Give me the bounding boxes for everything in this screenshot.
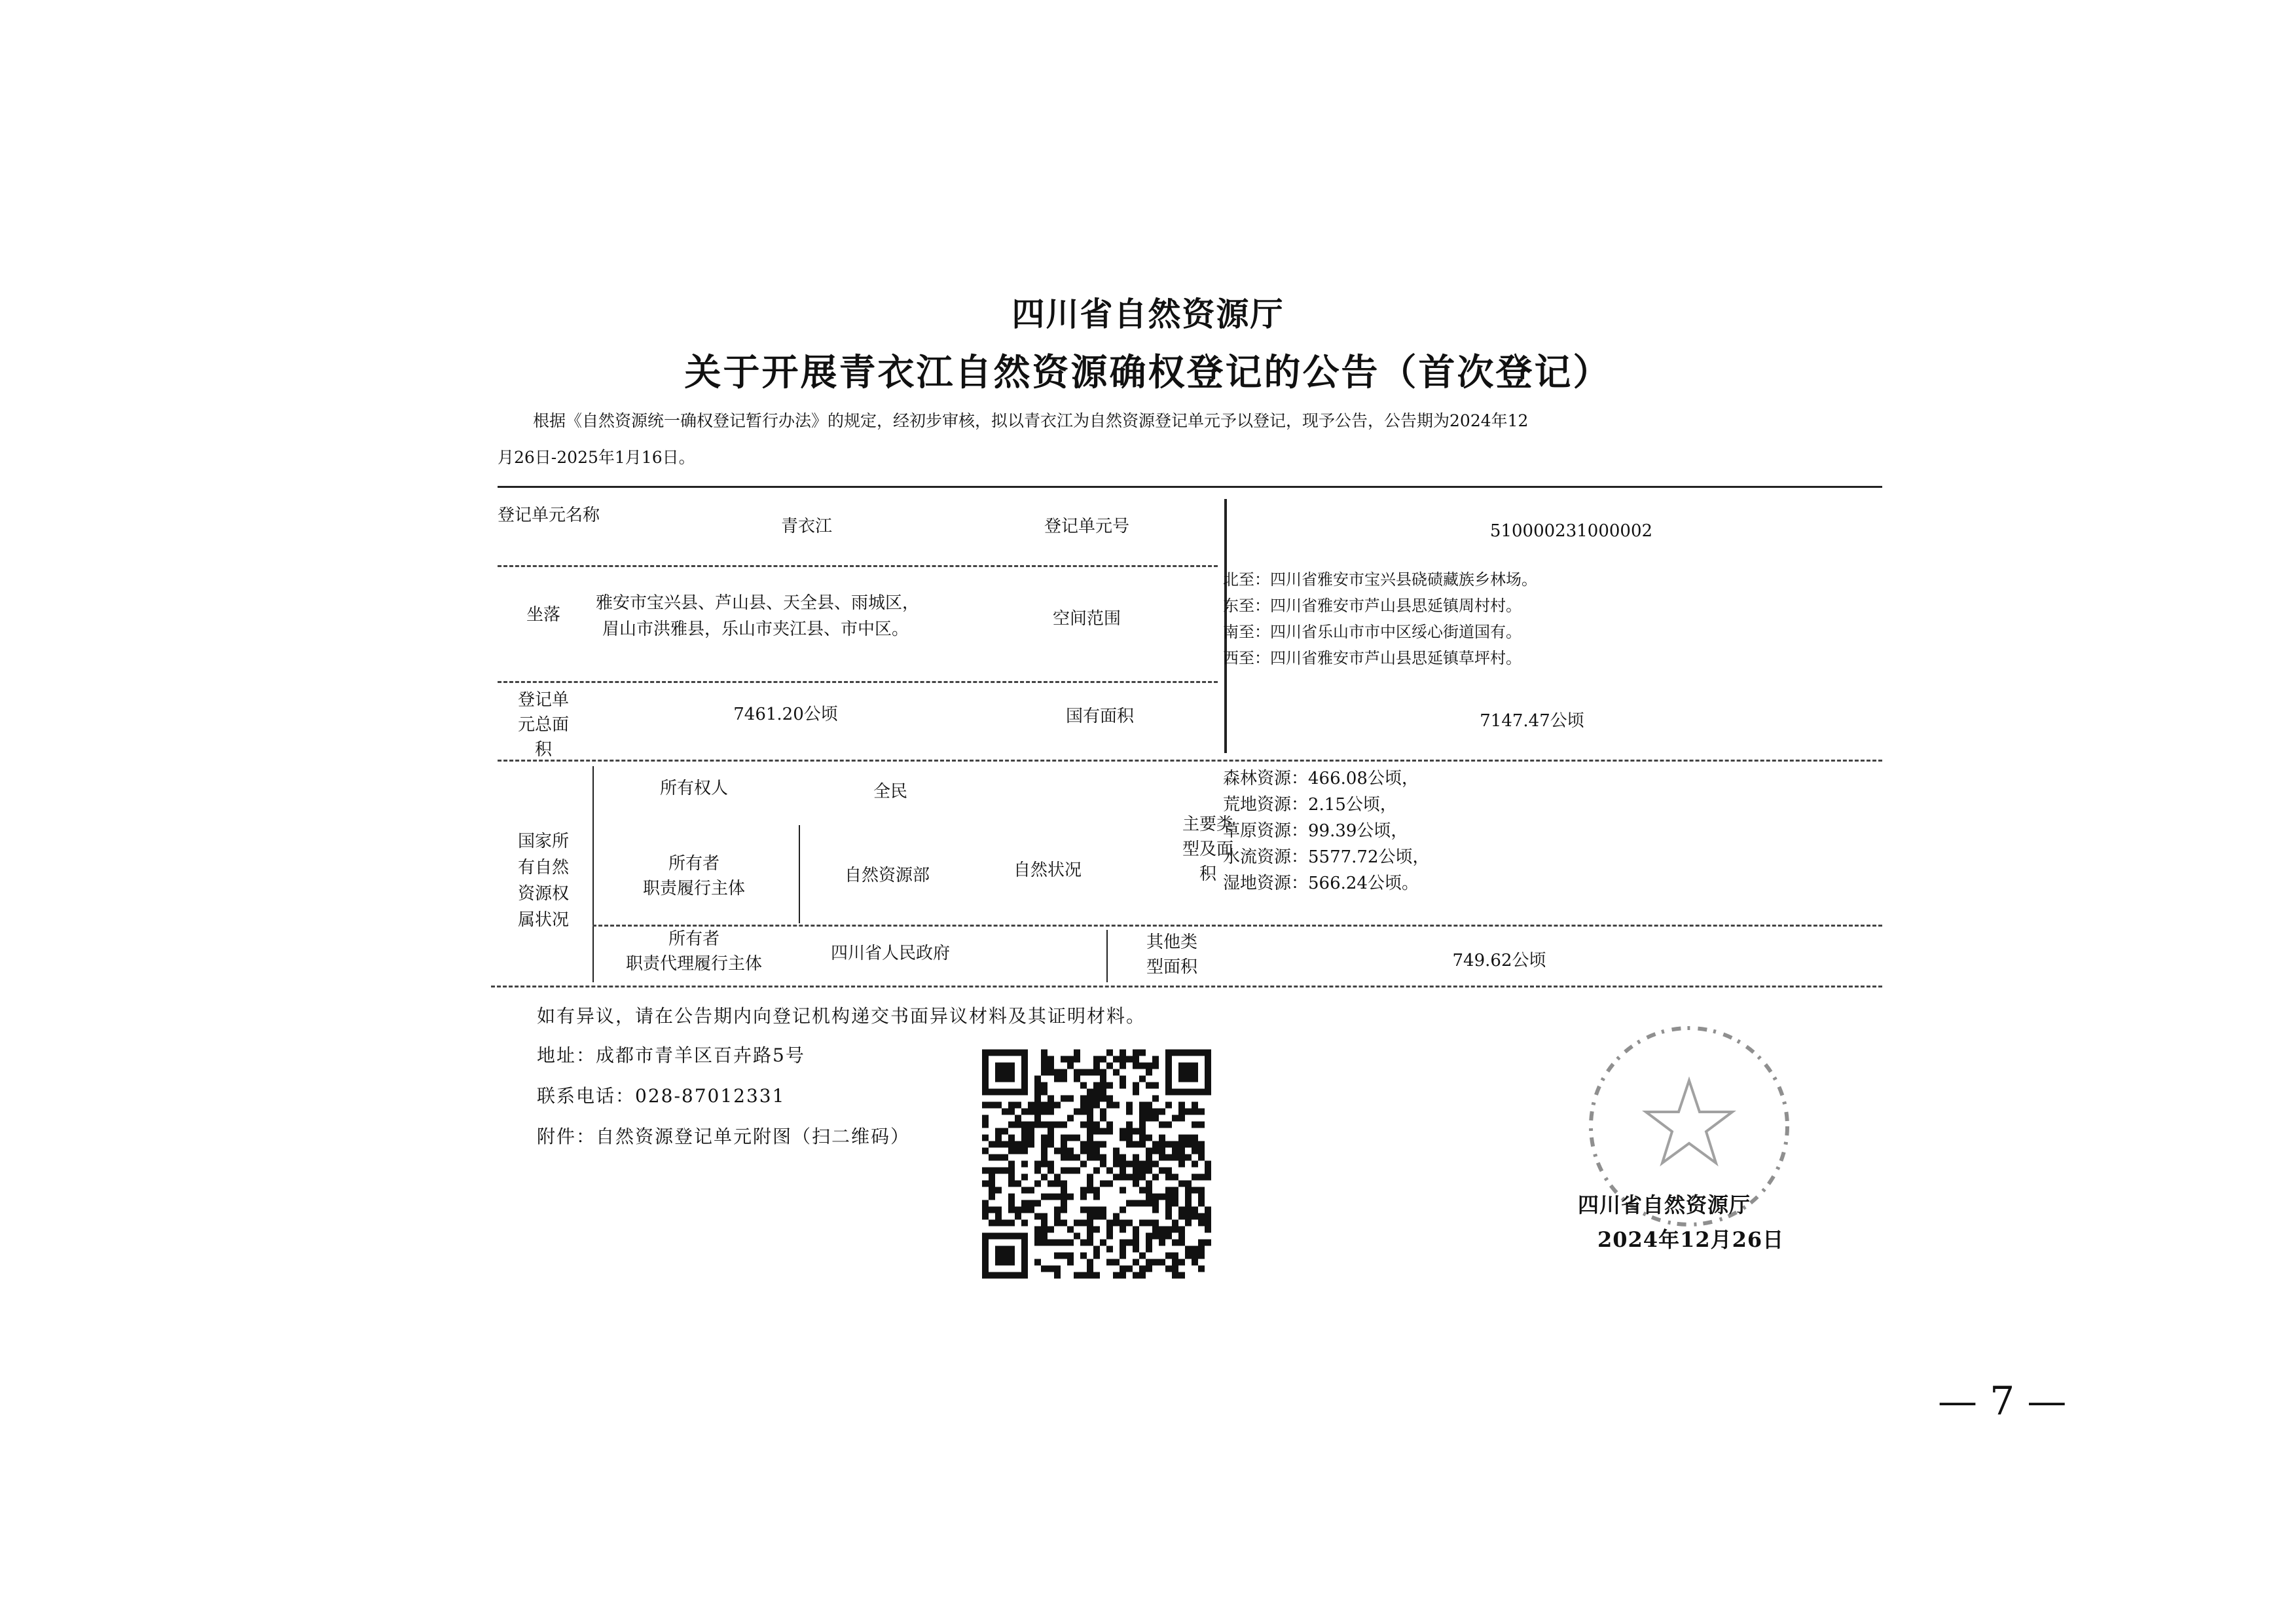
total-area-label: 登记单元总面积 [517, 690, 569, 760]
seal-date: 2024年12月26日 [1597, 1227, 1785, 1252]
table-top-border [498, 486, 1882, 488]
grassland-resource: 草原资源：99.39公顷， [1223, 821, 1408, 841]
ownership-label: 国家所有自然资源权属状况 [517, 832, 569, 930]
space-east: 东至：四川省雅安市芦山县思延镇周村村。 [1223, 597, 1522, 615]
duty-label-line1: 所有者 [668, 854, 720, 874]
wetland-resource: 湿地资源：566.24公顷。 [1223, 874, 1419, 893]
row-divider [498, 681, 1218, 683]
forest-resource: 森林资源：466.08公顷， [1223, 769, 1419, 788]
owner-label: 所有权人 [659, 779, 729, 798]
attachment: 附件：自然资源登记单元附图（扫二维码） [537, 1126, 911, 1147]
main-types-label: 主要类型及面积 [1182, 815, 1233, 884]
table-divider-vertical [799, 825, 800, 923]
unit-name-label: 登记单元名称 [497, 506, 600, 525]
qr-code-icon[interactable] [982, 1048, 1211, 1280]
space-west: 西至：四川省雅安市芦山县思延镇草坪村。 [1223, 649, 1522, 667]
seal-org: 四川省自然资源厅 [1578, 1192, 1751, 1217]
table-divider-vertical [592, 766, 594, 982]
space-south: 南至：四川省乐山市市中区绥心街道国有。 [1223, 623, 1522, 641]
state-area-value: 7147.47公顷 [1480, 711, 1584, 731]
org-title: 四川省自然资源厅 [1011, 295, 1285, 333]
objection-note: 如有异议，请在公告期内向登记机构递交书面异议材料及其证明材料。 [537, 1005, 1146, 1027]
intro-line-1: 根据《自然资源统一确权登记暂行办法》的规定，经初步审核，拟以青衣江为自然资源登记单元予以登记，现予公告，公告期为2024年12 [533, 411, 1529, 430]
other-types-label: 其他类型面积 [1146, 932, 1197, 977]
water-resource: 水流资源：5577.72公顷， [1223, 847, 1430, 867]
state-area-label: 国有面积 [1065, 707, 1135, 726]
natural-condition-label: 自然状况 [1013, 860, 1082, 880]
address: 地址：成都市青羊区百卉路5号 [537, 1044, 805, 1066]
intro-line-2: 月26日-2025年1月16日。 [498, 448, 695, 467]
unit-name-value: 青衣江 [780, 517, 833, 536]
duty-value: 自然资源部 [844, 866, 930, 885]
table-bottom-border [491, 986, 1882, 987]
total-area-value: 7461.20公顷 [733, 705, 838, 724]
duty-label-line2: 职责履行主体 [642, 879, 746, 898]
owner-value: 全民 [873, 782, 908, 802]
row-divider [498, 565, 1218, 567]
agent-label-line2: 职责代理履行主体 [625, 954, 763, 974]
table-divider-vertical [1106, 930, 1108, 982]
agent-label-line1: 所有者 [668, 929, 720, 949]
other-types-value: 749.62公顷 [1452, 951, 1546, 970]
agent-value: 四川省人民政府 [830, 944, 951, 963]
unit-no-label: 登记单元号 [1044, 517, 1130, 536]
notice-title: 关于开展青衣江自然资源确权登记的公告（首次登记） [684, 352, 1612, 394]
location-label: 坐落 [526, 605, 561, 625]
row-divider [498, 760, 1882, 762]
space-north: 北至：四川省雅安市宝兴县硗碛藏族乡林场。 [1223, 570, 1537, 589]
page-number: — 7 — [1938, 1378, 2067, 1424]
phone: 联系电话：028-87012331 [537, 1085, 786, 1107]
location-value-2: 眉山市洪雅县，乐山市夹江县、市中区。 [602, 619, 909, 639]
location-value-1: 雅安市宝兴县、芦山县、天全县、雨城区， [596, 593, 920, 613]
unit-no-value: 510000231000002 [1489, 521, 1653, 541]
space-range-label: 空间范围 [1052, 609, 1121, 629]
row-divider [592, 925, 1882, 927]
wasteland-resource: 荒地资源：2.15公顷， [1223, 795, 1397, 815]
intro-paragraph [498, 403, 1892, 476]
